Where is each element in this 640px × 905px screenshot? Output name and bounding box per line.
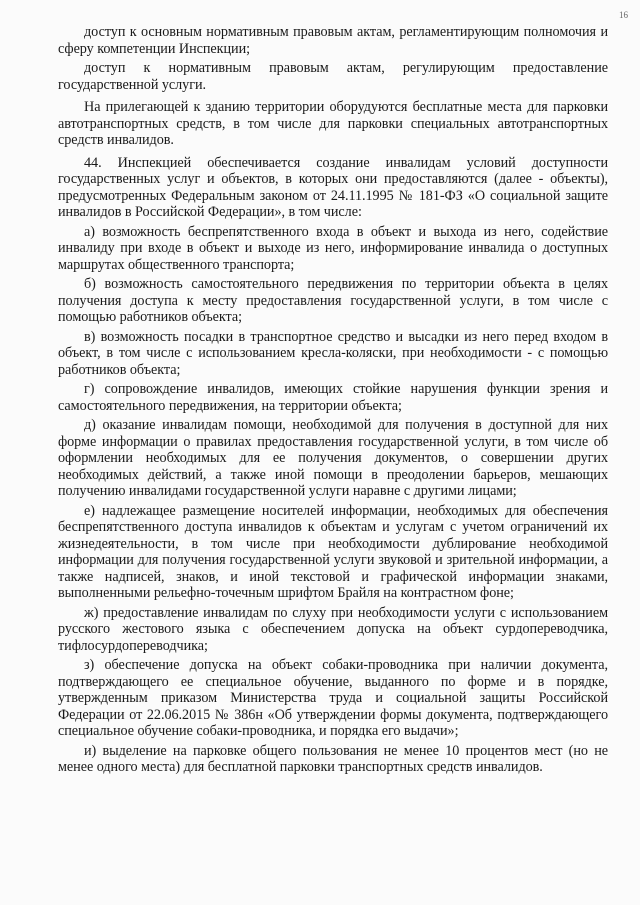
list-item-z: з) обеспечение допуска на объект собаки-проводника при наличии документа, подтверждающего ее специальное обучение, выданного по форме и в порядке, утвержденным приказом Министерства труда и социальной защиты Российской Федерации от 22.06.2015 № 386н «Об утверждении формы документа, подтверждающего специальное обучение собаки-проводника, и порядка его выдачи»; [58, 657, 608, 739]
list-item-zh: ж) предоставление инвалидам по слуху при необходимости услуги с использованием русского жестового языка с обеспечением допуска на объект сурдопереводчика, тифлосурдопереводчика; [58, 604, 608, 654]
list-item-g: г) сопровождение инвалидов, имеющих стойкие нарушения функции зрения и самостоятельного передвижения, на территории объекта; [58, 381, 608, 414]
paragraph-parking: На прилегающей к зданию территории оборудуются бесплатные места для парковки автотранспортных средств, в том числе для парковки специальных автотранспортных средств инвалидов. [58, 99, 608, 148]
list-item-i: и) выделение на парковке общего пользования не менее 10 процентов мест (но не менее одного места) для бесплатной парковки транспортных средств инвалидов. [58, 742, 608, 775]
paragraph-item-44: 44. Инспекцией обеспечивается создание инвалидам условий доступности государственных услуг и объектов, в которых они предоставляются (далее - объекты), предусмотренных Федеральным законом от 24.11.1995 № 181-ФЗ «О социальной защите инвалидов в Российской Федерации», в том числе: [58, 154, 608, 220]
list-item-v: в) возможность посадки в транспортное средство и высадки из него перед входом в объект, в том числе с использованием кресла-коляски, при необходимости - с помощью работников объекта; [58, 328, 608, 378]
paragraph-access-normative-acts: доступ к основным нормативным правовым актам, регламентирующим полномочия и сферу компетенции Инспекции; [58, 24, 608, 57]
paragraph-access-regulating-acts: доступ к нормативным правовым актам, регулирующим предоставление государственной услуги. [58, 60, 608, 93]
list-item-d: д) оказание инвалидам помощи, необходимой для получения в доступной для них форме информации о правилах предоставления государственной услуги, в том числе об оформлении необходимых для ее получения документов, о совершении других необходимых действий, а также иной помощи в преодолении барьеров, мешающих получению инвалидами государственной услуги наравне с другими лицами; [58, 417, 608, 499]
list-item-b: б) возможность самостоятельного передвижения по территории объекта в целях получения доступа к месту предоставления государственной услуги, в том числе с помощью работников объекта; [58, 276, 608, 325]
page-number: 16 [619, 10, 628, 20]
list-item-e: е) надлежащее размещение носителей информации, необходимых для обеспечения беспрепятственного доступа инвалидов к объектам и услугам с учетом ограничений их жизнедеятельности, в том числе при необходимости дублирование необходимой информации для получения государственной услуги звуковой и зрительной информации, а также надписей, знаков, и иной текстовой и графической информации знаками, выполненными рельефно-точечным шрифтом Брайля на контрастном фоне; [58, 502, 608, 601]
list-item-a: а) возможность беспрепятственного входа в объект и выхода из него, содействие инвалиду при входе в объект и выходе из него, информирование инвалида о доступных маршрутах общественного транспорта; [58, 223, 608, 273]
document-body [58, 24, 608, 779]
